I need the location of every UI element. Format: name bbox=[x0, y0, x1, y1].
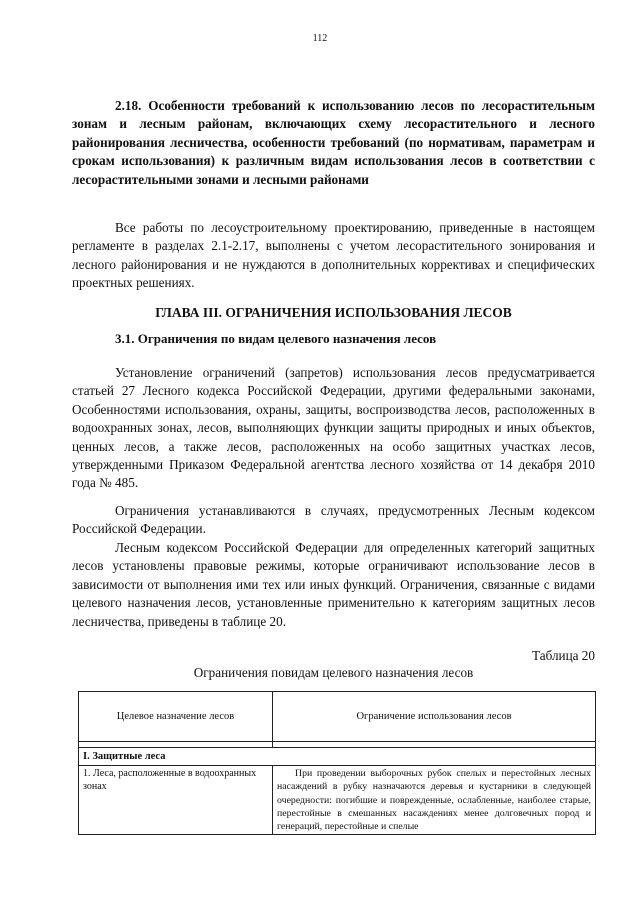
paragraph-1: Все работы по лесоустроительному проектированию, приведенные в настоящем регламенте в разделах 2.1-2.17, выполнены с учетом лесорастительного зонирования и лесного районирования и не нуждаются в дополнительных коррективах и специфических проектных решениях. bbox=[72, 220, 595, 291]
restrictions-table bbox=[78, 691, 596, 835]
row-1-purpose: 1. Леса, расположенные в водоохранных зонах bbox=[79, 766, 273, 835]
header-restriction: Ограничение использования лесов bbox=[273, 692, 596, 742]
row-1-restriction: При проведении выборочных рубок спелых и перестойных лесных насаждений в рубку назначаются деревья и кустарники в следующей очередности: погибшие и поврежденные, ослабленные, наиболее старые, перестойные в смешанных насаждениях менее долговечных пород и генераций, перестойные и спелые bbox=[273, 766, 596, 835]
table-group-row bbox=[79, 748, 596, 766]
section-heading: 2.18. Особенности требований к использованию лесов по лесорастительным зонам и лесным районам, включающих схему лесорастительного и лесного районирования лесничества, особенности требований (по нормативам, параметрам и срокам использования) к различным видам использования лесов в соответствии с лесорастительными зонами и лесными районами bbox=[72, 98, 595, 187]
group-protective-forests: I. Защитные леса bbox=[79, 748, 596, 766]
chapter-title: ГЛАВА III. ОГРАНИЧЕНИЯ ИСПОЛЬЗОВАНИЯ ЛЕСОВ bbox=[155, 305, 512, 320]
table-header-row bbox=[79, 692, 596, 742]
table-row bbox=[79, 766, 596, 835]
page-number: 112 bbox=[312, 33, 328, 44]
header-purpose: Целевое назначение лесов bbox=[79, 692, 273, 742]
table-label: Таблица 20 bbox=[532, 648, 595, 663]
paragraph-3: Ограничения устанавливаются в случаях, предусмотренных Лесным кодексом Российской Федерации. bbox=[72, 503, 595, 537]
table-caption: Ограничения повидам целевого назначения лесов bbox=[193, 665, 474, 680]
sub-heading: 3.1. Ограничения по видам целевого назначения лесов bbox=[115, 331, 437, 346]
paragraph-4: Лесным кодексом Российской Федерации для определенных категорий защитных лесов установлены правовые режимы, которые ограничивают использование лесов в зависимости от выполнения ими тех или иных функций. Ограничения, связанные с видами целевого назначения лесов, установленные применительно к категориям защитных лесов лесничества, приведены в таблице 20. bbox=[72, 540, 595, 629]
paragraph-2: Установление ограничений (запретов) использования лесов предусматривается статьей 27 Лесного кодекса Российской Федерации, другими федеральными законами, Особенностями использования, охраны, защиты, воспроизводства лесов, расположенных в водоохранных зонах, лесов, выполняющих функции защиты природных и иных объектов, ценных лесов, а также лесов, расположенных на особо защитных участках лесов, утвержденными Приказом Федеральной агентства лесного хозяйства от 14 декабря 2010 года № 485. bbox=[72, 365, 595, 491]
